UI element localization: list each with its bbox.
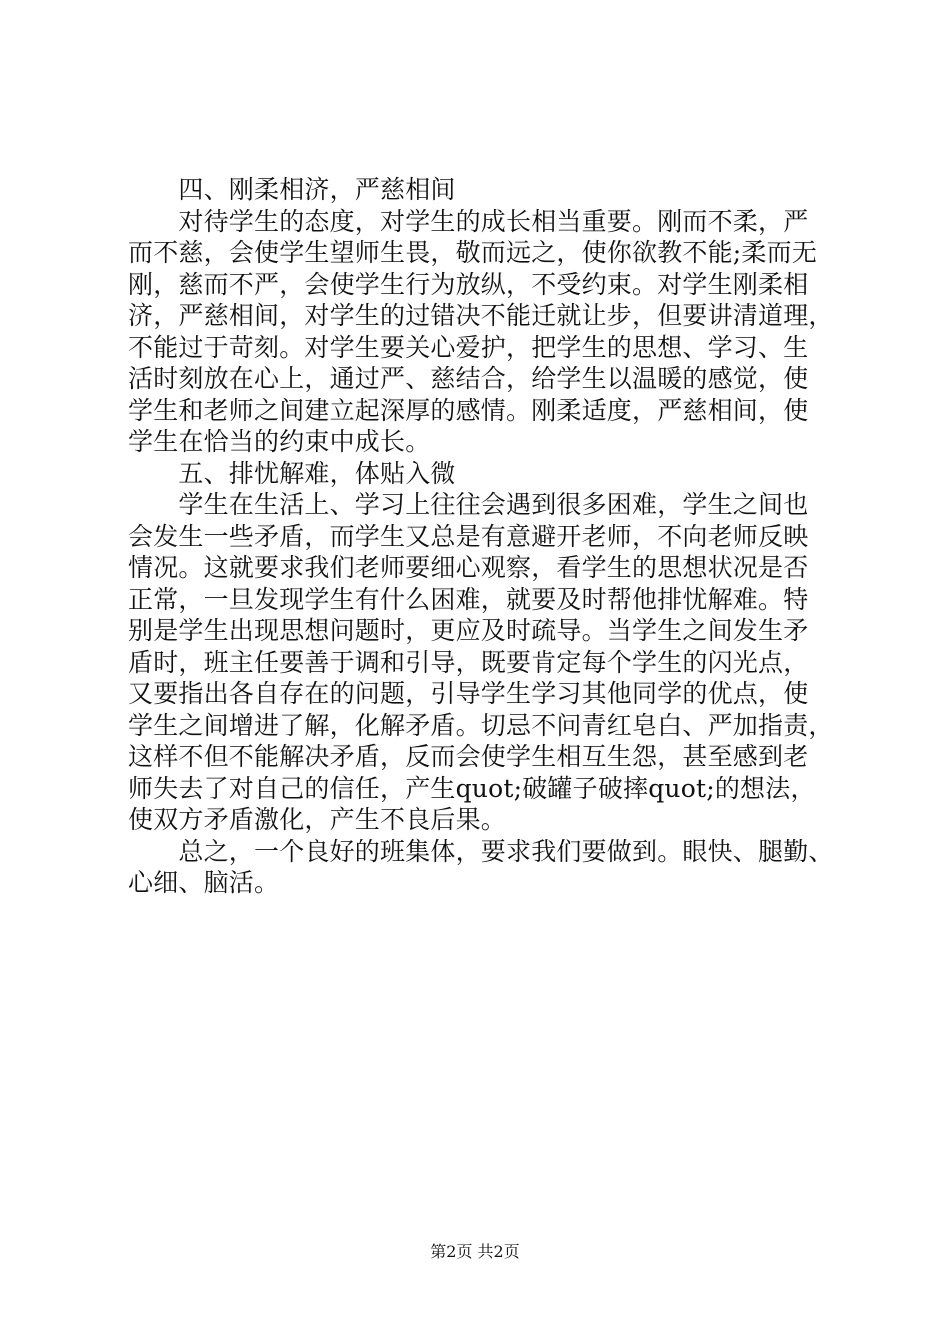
- paragraph-line: 这样不但不能解决矛盾，反而会使学生相互生怨，甚至感到老: [128, 742, 809, 771]
- paragraph-line: 学生和老师之间建立起深厚的感情。刚柔适度，严慈相间，使: [128, 395, 809, 425]
- conclusion-line: 总之，一个良好的班集体，要求我们要做到。眼快、腿勤、: [128, 836, 834, 866]
- paragraph-line: 活时刻放在心上，通过严、慈结合，给学生以温暖的感觉，使: [128, 364, 809, 393]
- paragraph-line: 济，严慈相间，对学生的过错决不能迁就让步，但要讲清道理，: [128, 301, 834, 330]
- paragraph-line: 刚，慈而不严，会使学生行为放纵，不受约束。对学生刚柔相: [128, 269, 809, 299]
- paragraph-line: 对待学生的态度，对学生的成长相当重要。刚而不柔，严: [128, 206, 809, 236]
- paragraph-line: 学生之间增进了解，化解矛盾。切忌不问青红皂白、严加指责，: [128, 710, 834, 740]
- section-heading-5: 五、排忧解难，体贴入微: [128, 458, 456, 488]
- paragraph-line: 会发生一些矛盾，而学生又总是有意避开老师，不向老师反映: [128, 521, 809, 551]
- paragraph-line: 情况。这就要求我们老师要细心观察，看学生的思想状况是否: [128, 553, 809, 582]
- page-number-label: 第2页 共2页: [430, 1242, 520, 1261]
- page-footer: [0, 1240, 950, 1264]
- paragraph-line: 学生在生活上、学习上往往会遇到很多困难，学生之间也: [128, 490, 809, 519]
- document-body: [128, 174, 848, 899]
- section-heading-4: 四、刚柔相济，严慈相间: [128, 175, 456, 204]
- paragraph-line: 不能过于苛刻。对学生要关心爱护，把学生的思想、学习、生: [128, 332, 809, 362]
- paragraph-line: 别是学生出现思想问题时，更应及时疏导。当学生之间发生矛: [128, 616, 809, 645]
- paragraph-line: 而不慈，会使学生望师生畏，敬而远之，使你欲教不能;柔而无: [128, 238, 818, 267]
- conclusion-line: 心细、脑活。: [128, 868, 280, 897]
- paragraph-line: 又要指出各自存在的问题，引导学生学习其他同学的优点，使: [128, 679, 809, 708]
- paragraph-line: 正常，一旦发现学生有什么困难，就要及时帮他排忧解难。特: [128, 584, 809, 614]
- paragraph-line: 使双方矛盾激化，产生不良后果。: [128, 805, 507, 834]
- paragraph-line: 盾时，班主任要善于调和引导，既要肯定每个学生的闪光点，: [128, 647, 809, 677]
- paragraph-line: 师失去了对自己的信任，产生quot;破罐子破摔quot;的想法，: [128, 773, 816, 803]
- paragraph-line: 学生在恰当的约束中成长。: [128, 427, 431, 456]
